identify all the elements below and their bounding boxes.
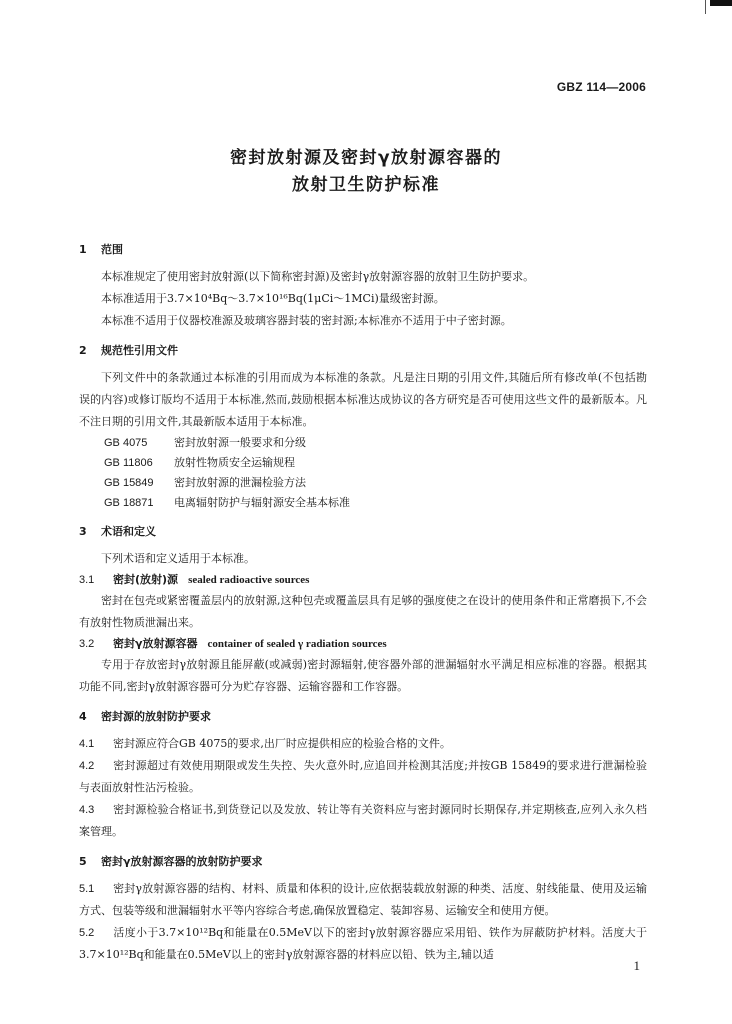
paragraph: 本标准不适用于仪器校准源及玻璃容器封装的密封源;本标准亦不适用于中子密封源。 <box>101 314 512 327</box>
term-english: container of sealed γ radiation sources <box>207 638 387 650</box>
section-heading-container-requirements <box>79 852 647 872</box>
section-number: 4 <box>79 710 87 723</box>
clause-text: 密封源应符合GB 4075的要求,出厂时应提供相应的检验合格的文件。 <box>113 737 451 750</box>
section-heading-source-requirements <box>79 707 647 727</box>
reference-title: 电离辐射防护与辐射源安全基本标准 <box>174 496 350 509</box>
term-chinese: 密封(放射)源 <box>113 573 179 586</box>
clause-number: 5.2 <box>79 927 95 939</box>
section-number: 2 <box>79 344 87 357</box>
section-number: 3 <box>79 525 87 538</box>
page-number: 1 <box>633 958 640 973</box>
reference-code: GB 11806 <box>104 457 153 469</box>
term-definition: 专用于存放密封γ放射源且能屏蔽(或减弱)密封源辐射,使容器外部的泄漏辐射水平满足相应标准的容器。根据其功能不同,密封γ放射源容器可分为贮存容器、运输容器和工作容器。 <box>79 658 647 693</box>
term-number: 3.2 <box>79 638 95 650</box>
clause-number: 4.2 <box>79 760 95 772</box>
term-heading <box>79 570 647 590</box>
section-number: 5 <box>79 855 87 868</box>
section-heading-normative-references <box>79 341 647 361</box>
clause-text: 密封源检验合格证书,到货登记以及发放、转让等有关资料应与密封源同时长期保存,并定期核查,应列入永久档案管理。 <box>79 803 647 838</box>
scan-edge-mark <box>710 0 732 6</box>
title-line-1: 密封放射源及密封γ放射源容器的 <box>229 148 503 168</box>
document-body <box>79 240 647 966</box>
section-title: 密封γ放射源容器的放射防护要求 <box>101 855 263 868</box>
clause <box>79 799 647 843</box>
term-heading <box>79 634 647 654</box>
reference-item <box>79 433 647 453</box>
section-heading-scope <box>79 240 647 260</box>
section-title: 范围 <box>101 243 123 256</box>
title-line-2: 放射卫生防护标准 <box>292 175 440 195</box>
paragraph: 本标准适用于3.7×10⁴Bq～3.7×10¹⁶Bq(1μCi～1MCi)量级密封源。 <box>101 292 445 305</box>
reference-item <box>79 473 647 493</box>
reference-code: GB 4075 <box>104 437 148 449</box>
standard-code: GBZ 114—2006 <box>556 80 646 94</box>
section-heading-terms <box>79 522 647 542</box>
clause-number: 5.1 <box>79 883 95 895</box>
clause-text: 密封γ放射源容器的结构、材料、质量和体积的设计,应依据装载放射源的种类、活度、射线能量、使用及运输方式、包装等级和泄漏辐射水平等内容综合考虑,确保放置稳定、装卸容易、运输安全和使用方便。 <box>79 882 647 917</box>
section-title: 密封源的放射防护要求 <box>101 710 211 723</box>
clause-text: 活度小于3.7×10¹²Bq和能量在0.5MeV以下的密封γ放射源容器应采用铅、铁作为屏蔽防护材料。活度大于3.7×10¹²Bq和能量在0.5MeV以上的密封γ放射源容器的材料应以铅、铁为主,辅以适 <box>79 926 647 961</box>
clause-number: 4.1 <box>79 738 95 750</box>
clause <box>79 922 647 966</box>
clause-number: 4.3 <box>79 804 95 816</box>
clause <box>79 878 647 922</box>
section-number: 1 <box>79 243 87 256</box>
reference-item <box>79 493 647 513</box>
paragraph: 下列术语和定义适用于本标准。 <box>101 552 255 565</box>
term-number: 3.1 <box>79 574 95 586</box>
clause <box>79 733 647 755</box>
term-english: sealed radioactive sources <box>188 574 310 586</box>
term-chinese: 密封γ放射源容器 <box>113 637 198 650</box>
scan-edge-line <box>705 0 706 14</box>
reference-title: 密封放射源的泄漏检验方法 <box>174 476 306 489</box>
paragraph: 下列文件中的条款通过本标准的引用而成为本标准的条款。凡是注日期的引用文件,其随后所有修改单(不包括勘误的内容)或修订版均不适用于本标准,然而,鼓励根据本标准达成协议的各方研究是否可使用这些文件的最新版本。凡不注日期的引用文件,其最新版本适用于本标准。 <box>79 371 647 428</box>
reference-title: 密封放射源一般要求和分级 <box>174 436 306 449</box>
clause <box>79 755 647 799</box>
reference-title: 放射性物质安全运输规程 <box>174 456 295 469</box>
paragraph: 本标准规定了使用密封放射源(以下简称密封源)及密封γ放射源容器的放射卫生防护要求。 <box>101 270 535 283</box>
reference-code: GB 15849 <box>104 477 154 489</box>
clause-text: 密封源超过有效使用期限或发生失控、失火意外时,应追回并检测其活度;并按GB 15849的要求进行泄漏检验与表面放射性沾污检验。 <box>79 759 647 794</box>
section-title: 术语和定义 <box>101 525 156 538</box>
reference-item <box>79 453 647 473</box>
reference-code: GB 18871 <box>104 497 154 509</box>
section-title: 规范性引用文件 <box>101 344 178 357</box>
term-definition: 密封在包壳或紧密覆盖层内的放射源,这种包壳或覆盖层具有足够的强度使之在设计的使用条件和正常磨损下,不会有放射性物质泄漏出来。 <box>79 594 647 629</box>
document-title <box>0 145 732 199</box>
